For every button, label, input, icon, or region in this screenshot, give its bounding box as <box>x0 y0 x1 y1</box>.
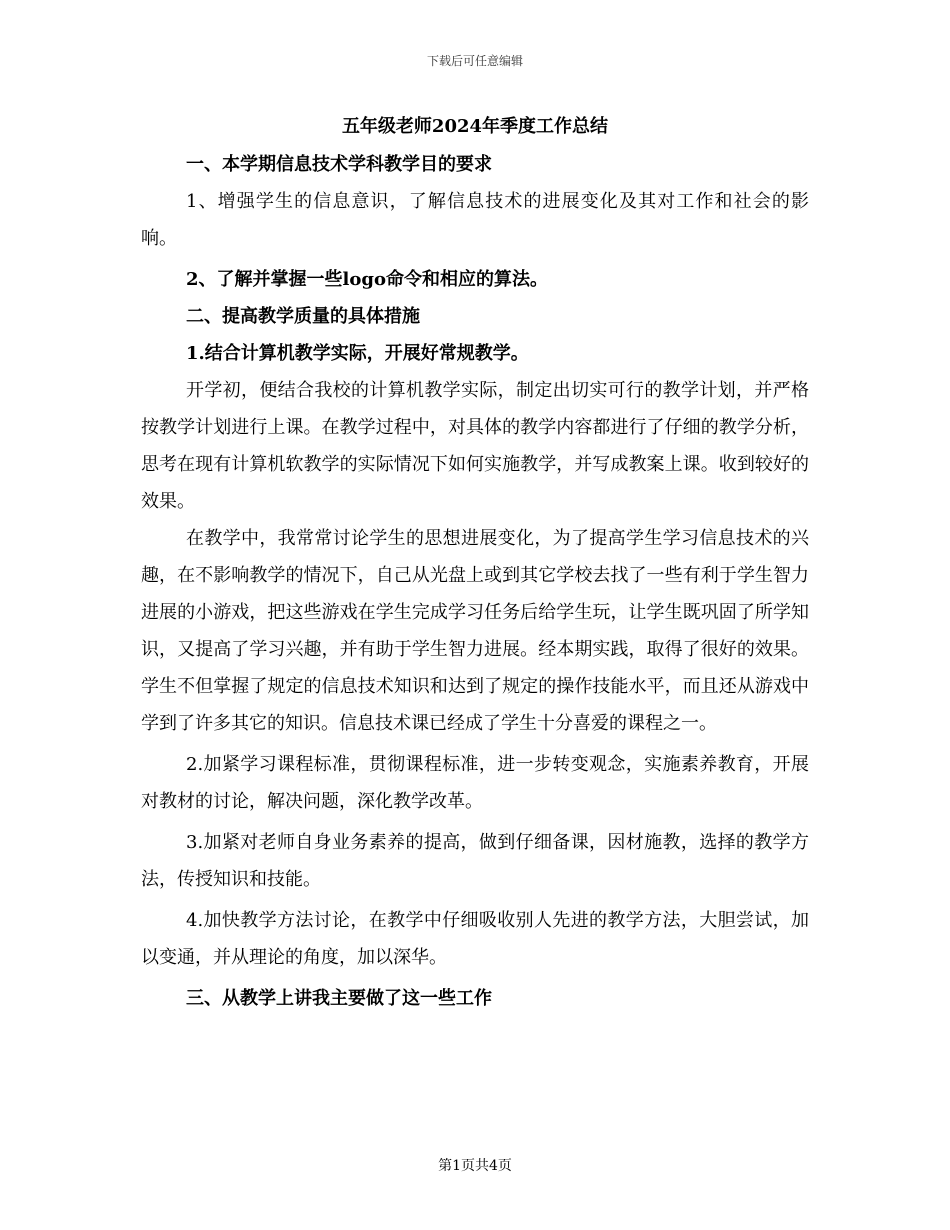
section-heading-2: 二、提高教学质量的具体措施 <box>186 306 420 327</box>
paragraph-6: 3.加紧对老师自身业务素养的提高，做到仔细备课，因材施教，选择的教学方法，传授知识和技能。 <box>141 832 809 890</box>
paragraph-2: 2、了解并掌握一些logo命令和相应的算法。 <box>186 269 548 290</box>
subsection-heading-1: 1.结合计算机教学实际，开展好常规教学。 <box>186 343 529 364</box>
document-title: 五年级老师2024年季度工作总结 <box>341 116 609 137</box>
section-heading-1: 一、本学期信息技术学科教学目的要求 <box>186 154 492 175</box>
paragraph-3: 开学初，便结合我校的计算机教学实际，制定出切实可行的教学计划，并严格按教学计划进行上课。在教学过程中，对具体的教学内容都进行了仔细的教学分析，思考在现有计算机软教学的实际情况下如何实施教学，并写成教案上课。收到较好的效果。 <box>141 380 809 512</box>
page-number: 第1页共4页 <box>438 1158 512 1174</box>
paragraph-1: 1、增强学生的信息意识，了解信息技术的进展变化及其对工作和社会的影响。 <box>141 191 809 249</box>
paragraph-5: 2.加紧学习课程标准，贯彻课程标准，进一步转变观念，实施素养教育，开展对教材的讨论，解决问题，深化教学改革。 <box>141 754 809 812</box>
paragraph-4: 在教学中，我常常讨论学生的思想进展变化，为了提高学生学习信息技术的兴趣，在不影响教学的情况下，自己从光盘上或到其它学校去找了一些有利于学生智力进展的小游戏，把这些游戏在学生完成学习任务后给学生玩，让学生既巩固了所学知识，又提高了学习兴趣，并有助于学生智力进展。经本期实践，取得了很好的效果。学生不但掌握了规定的信息技术知识和达到了规定的操作技能水平，而且还从游戏中学到了许多其它的知识。信息技术课已经成了学生十分喜爱的课程之一。 <box>141 528 809 734</box>
section-heading-3: 三、从教学上讲我主要做了这一些工作 <box>186 988 492 1009</box>
page-header-note: 下载后可任意编辑 <box>426 54 523 68</box>
document-body <box>141 112 809 1017</box>
paragraph-7: 4.加快教学方法讨论，在教学中仔细吸收别人先进的教学方法，大胆尝试，加以变通，并从理论的角度，加以深华。 <box>141 910 809 968</box>
